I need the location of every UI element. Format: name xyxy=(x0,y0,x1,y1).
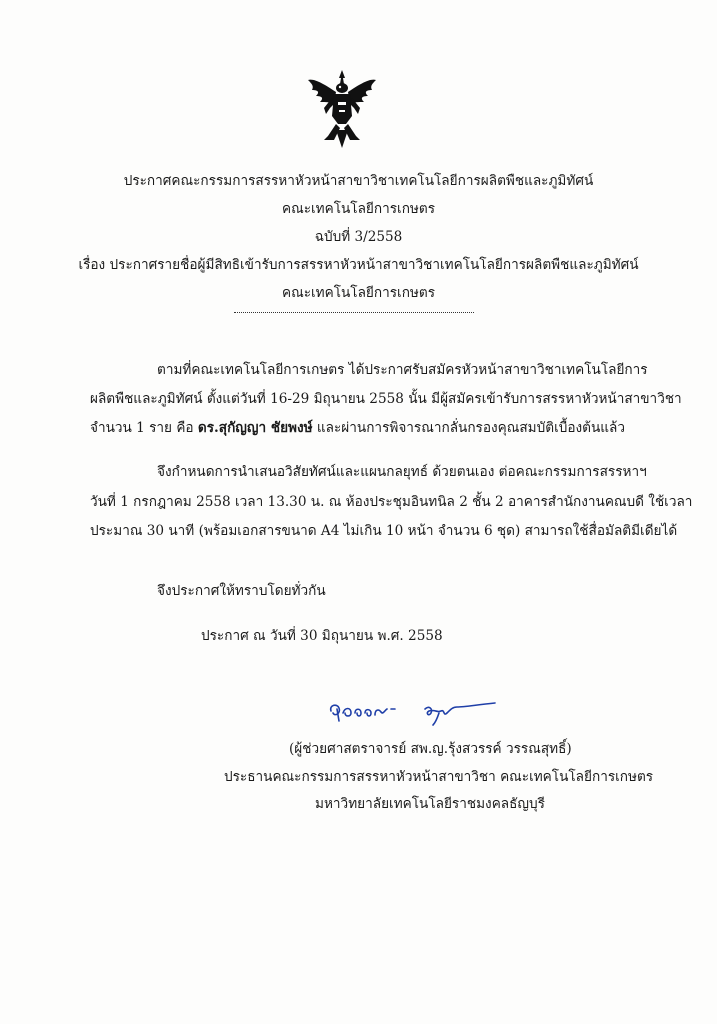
paragraph-2-line-2: วันที่ 1 กรกฎาคม 2558 เวลา 13.30 น. ณ ห้องประชุมอินทนิล 2 ชั้น 2 อาคารสำนักงานคณบดี ใช้เวลา xyxy=(90,494,693,510)
paragraph-2-line-3: ประมาณ 30 นาที (พร้อมเอกสารขนาด A4 ไม่เกิน 10 หน้า จำนวน 6 ชุด) สามารถใช้สื่อมัลติมีเดียได้ xyxy=(90,523,678,539)
university-name: มหาวิทยาลัยเทคโนโลยีราชมงคลธัญบุรี xyxy=(315,796,545,812)
garuda-emblem-icon xyxy=(306,68,378,150)
candidate-name: ดร.สุกัญญา ชัยพงษ์ xyxy=(197,420,313,436)
announcement-title: ประกาศคณะกรรมการสรรหาหัวหน้าสาขาวิชาเทคโนโลยีการผลิตพืชและภูมิทัศน์ xyxy=(123,173,594,189)
signatory-position: ประธานคณะกรรมการสรรหาหัวหน้าสาขาวิชา คณะเทคโนโลยีการเกษตร xyxy=(224,769,654,785)
paragraph-1-line-2: ผลิตพืชและภูมิทัศน์ ตั้งแต่วันที่ 16-29 มิถุนายน 2558 นั้น มีผู้สมัครเข้ารับการสรรหาหัวหน้าสาขาวิชา xyxy=(90,391,682,407)
dotted-divider xyxy=(234,312,474,313)
handwritten-signature xyxy=(325,695,505,729)
count-text: จำนวน 1 ราย คือ xyxy=(90,420,198,436)
signatory-name: (ผู้ช่วยศาสตราจารย์ สพ.ญ.รุ้งสวรรค์ วรรณสุทธิ์) xyxy=(289,741,572,757)
paragraph-1-line-1: ตามที่คณะเทคโนโลยีการเกษตร ได้ประกาศรับสมัครหัวหน้าสาขาวิชาเทคโนโลยีการ xyxy=(157,362,648,378)
paragraph-1-line-3 xyxy=(90,419,625,437)
faculty-name: คณะเทคโนโลยีการเกษตร xyxy=(281,201,436,217)
issue-number: ฉบับที่ 3/2558 xyxy=(314,229,403,245)
qualification-text: และผ่านการพิจารณากลั่นกรองคุณสมบัติเบื้องต้นแล้ว xyxy=(312,420,625,436)
announcement-closing: จึงประกาศให้ทราบโดยทั่วกัน xyxy=(157,583,326,599)
subject-faculty: คณะเทคโนโลยีการเกษตร xyxy=(281,285,436,301)
paragraph-2-line-1: จึงกำหนดการนำเสนอวิสัยทัศน์และแผนกลยุทธ์ ด้วยตนเอง ต่อคณะกรรมการสรรหาฯ xyxy=(157,464,647,480)
subject-line: เรื่อง ประกาศรายชื่อผู้มีสิทธิเข้ารับการสรรหาหัวหน้าสาขาวิชาเทคโนโลยีการผลิตพืชและภูมิทัศน์ xyxy=(78,257,639,273)
announcement-date: ประกาศ ณ วันที่ 30 มิถุนายน พ.ศ. 2558 xyxy=(201,628,443,644)
